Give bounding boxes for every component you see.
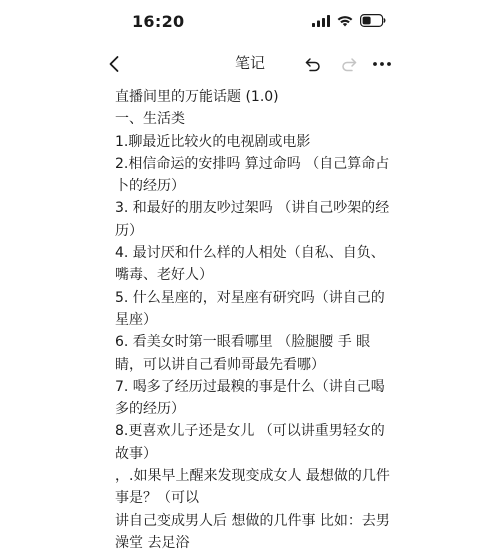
note-line: 嘴毒、老好人） (115, 267, 213, 284)
note-line: 5. 什么星座的，对星座有研究吗（讲自己的 (115, 289, 385, 306)
wifi-icon (337, 12, 353, 31)
signal-icon (312, 12, 330, 31)
note-line: 故事） (115, 445, 157, 462)
note-section-heading: 一、生活类 (115, 111, 185, 128)
note-line: 历） (115, 222, 143, 239)
note-line: 讲自己变成男人后 想做的几件事 比如：去男 (115, 512, 390, 529)
note-line: 3. 和最好的朋友吵过架吗 （讲自己吵架的经 (115, 200, 390, 217)
note-body[interactable] (115, 86, 405, 554)
note-line: 6. 看美女时第一眼看哪里 （脸腿腰 手 眼 (115, 334, 371, 351)
note-line: 事是？（可以 (115, 490, 199, 507)
note-title: 直播间里的万能话题 (1.0) (115, 89, 279, 105)
note-line: 多的经历） (115, 401, 185, 418)
note-line: 睛，可以讲自己看帅哥最先看哪） (115, 356, 325, 373)
note-line: 1.聊最近比较火的电视剧或电影 (115, 133, 311, 150)
note-line: ，.如果早上醒来发现变成女人 最想做的几件 (115, 468, 390, 485)
note-line: 4. 最讨厌和什么样的人相处（自私、自负、 (115, 245, 385, 262)
note-line: 8.更喜欢儿子还是女儿 （可以讲重男轻女的 (115, 423, 385, 440)
note-line: 2.相信命运的安排吗 算过命吗 （自己算命占 (115, 155, 390, 172)
status-bar (0, 0, 500, 44)
nav-title: 笔记 (234, 54, 265, 72)
note-line: 星座） (115, 311, 157, 328)
note-line: 7. 喝多了经历过最糗的事是什么（讲自己喝 (115, 378, 385, 395)
battery-icon (360, 12, 386, 31)
status-time: 16:20 (132, 12, 185, 31)
status-icons (312, 13, 386, 29)
note-line: 澡堂 去足浴 (115, 534, 190, 551)
note-line: 卜的经历） (115, 178, 185, 195)
